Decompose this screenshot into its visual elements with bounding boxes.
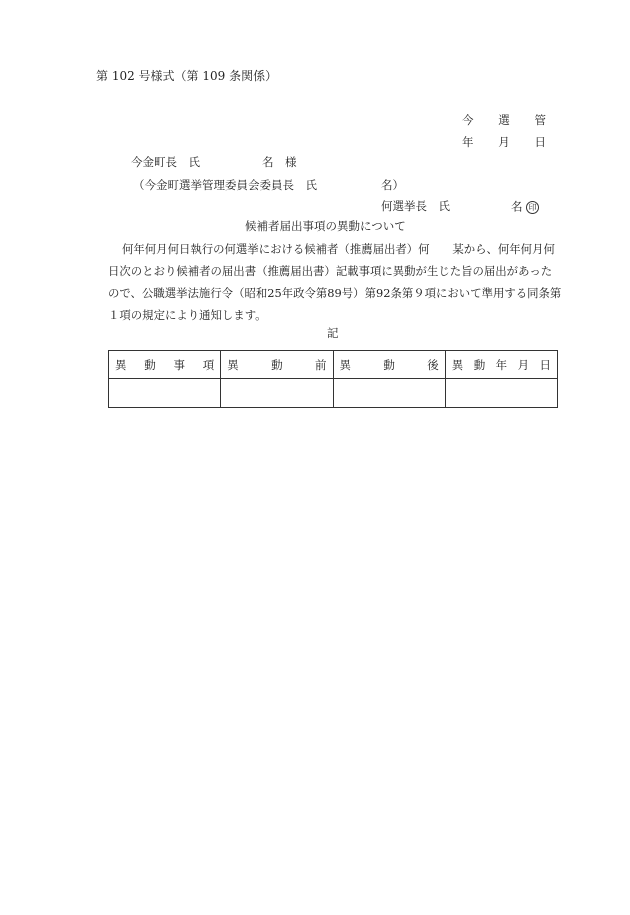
header-char: 異 [451,357,464,372]
sender-a: 何選挙長 氏 [381,199,450,213]
header-char: 異 [227,357,239,372]
addressee-line-2b: 名） [381,178,404,192]
addressee-line-1b: 名 様 [262,155,297,169]
header-char: 前 [315,357,327,372]
change-record-table [108,350,558,408]
date-char: 年 [462,135,474,149]
ki-label: 記 [327,326,339,340]
header-char: 年 [495,357,508,372]
header-change-date [445,351,557,379]
table-header-row [109,351,558,379]
header-char: 動 [144,357,156,372]
header-char: 月 [517,357,530,372]
header-char: 選 [498,113,510,127]
table-cell [445,379,557,408]
table-cell [109,379,221,408]
date-line [462,137,546,149]
header-before-change [221,351,333,379]
header-char: 動 [271,357,283,372]
body-line: ので、公職選挙法施行令（昭和25年政令第89号）第92条第９項において準用する同条第 [108,286,562,300]
document-title: 候補者届出事項の異動について [245,219,406,233]
header-after-change [333,351,445,379]
sender-b [511,201,539,214]
table-cell [333,379,445,408]
body-line: 日次のとおり候補者の届出書（推薦届出書）記載事項に異動が生じた旨の届出があった [108,264,553,278]
body-paragraph [102,238,582,326]
table-cell [221,379,333,408]
header-char: 動 [473,357,486,372]
body-line: 何年何月何日執行の何選挙における候補者（推薦届出者）何 某から、何年何月何 [122,242,555,256]
header-change-item [109,351,221,379]
header-char: 動 [383,357,395,372]
header-char: 日 [539,357,551,372]
header-char: 異 [115,357,127,372]
addressee-line-2a: （今金町選挙管理委員会委員長 氏 [133,178,317,192]
header-char: 項 [202,357,215,372]
header-char: 後 [427,357,439,372]
header-char: 管 [534,113,546,127]
addressee-line-1a: 今金町長 氏 [131,155,200,169]
header-char: 異 [339,357,351,372]
table-row [109,379,558,408]
issue-number-line [462,115,546,127]
header-char: 今 [462,113,474,127]
body-line: １項の規定により通知します。 [108,308,267,322]
sender-name-suffix: 名 [511,199,523,214]
seal-icon: 印 [526,201,539,214]
form-number: 第 102 号様式（第 109 条関係） [96,69,278,83]
date-char: 日 [534,135,546,149]
date-char: 月 [498,135,510,149]
header-char: 事 [173,357,185,372]
